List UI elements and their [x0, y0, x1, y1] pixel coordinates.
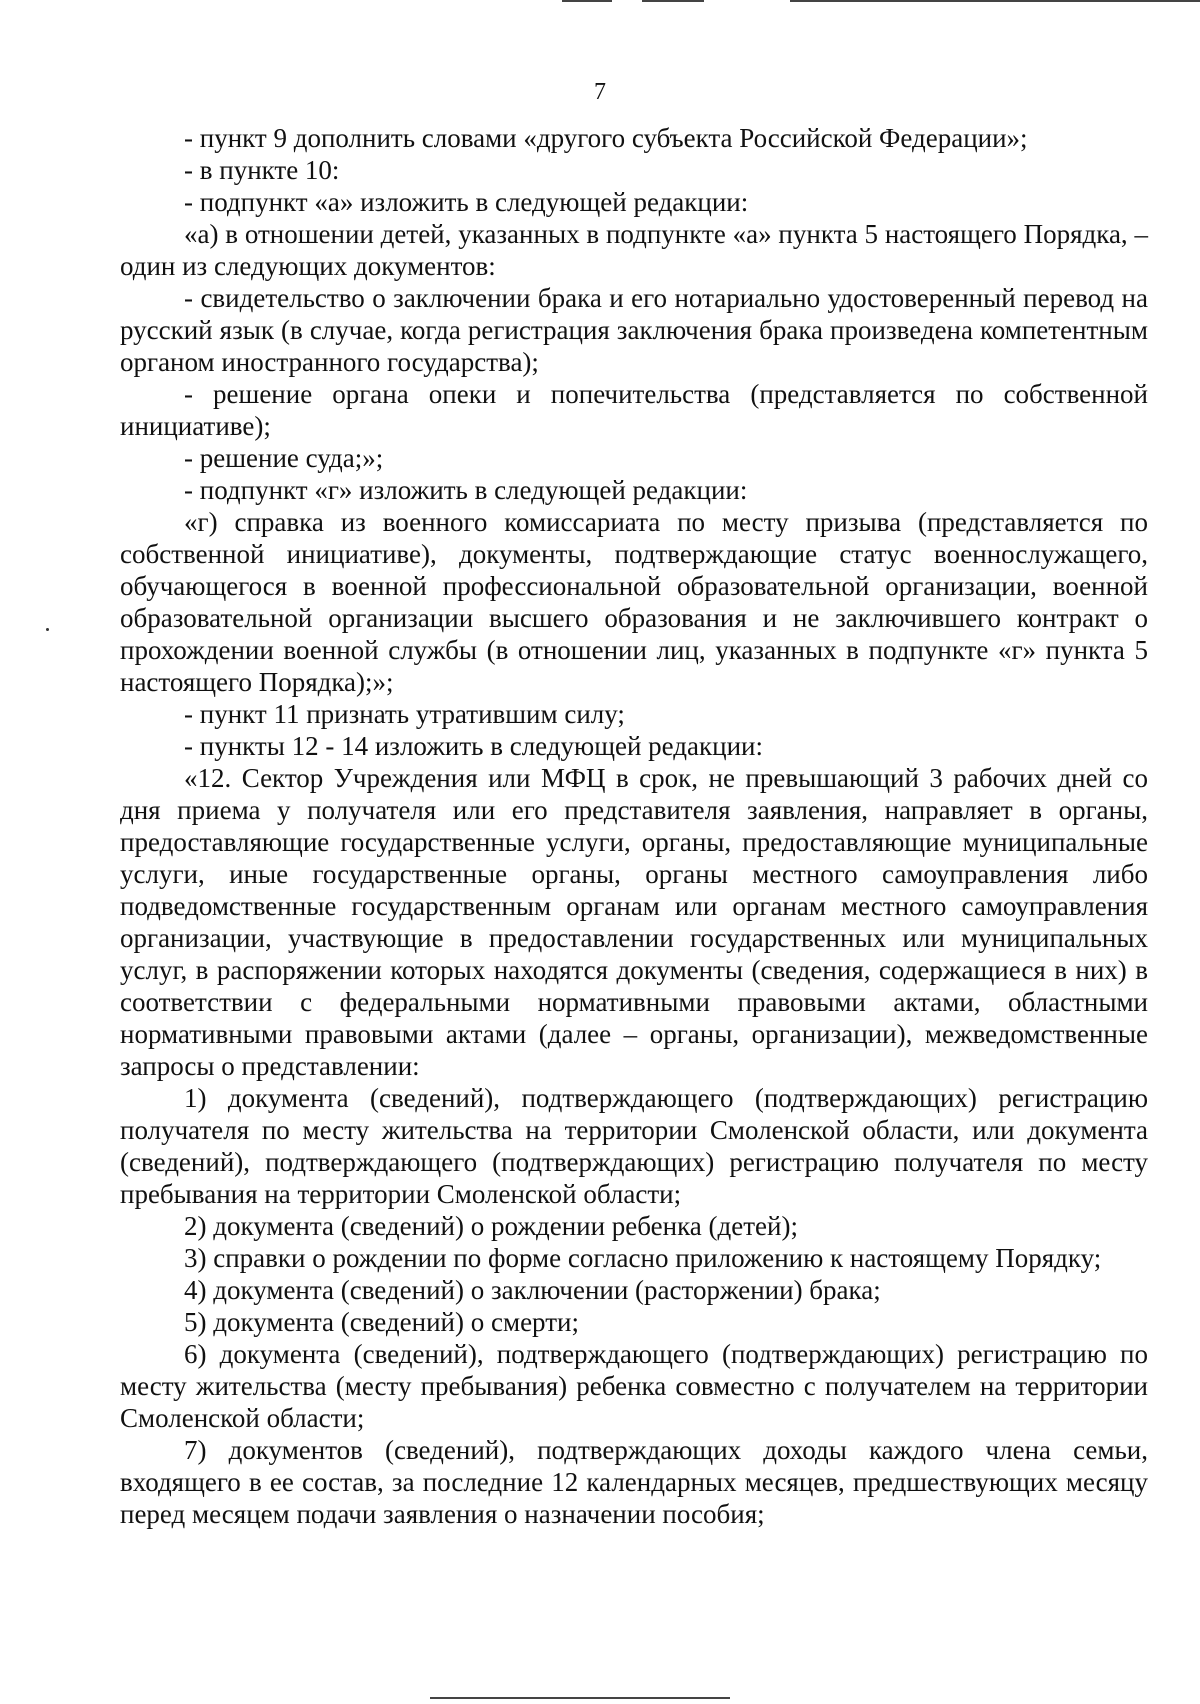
scan-edge-top-mid	[642, 0, 704, 2]
paragraph: - свидетельство о заключении брака и его нотариально удостоверенный перевод на русский язык (в случае, когда регистрация заключения брака произведена компетентным органом иностранного государства);	[120, 283, 1148, 377]
paragraph: - пункты 12 - 14 изложить в следующей редакции:	[184, 731, 763, 761]
paragraph: 7) документов (сведений), подтверждающих доходы каждого члена семьи, входящего в ее состав, за последние 12 календарных месяцев, предшествующих месяцу перед месяцем подачи заявления о назначении пособия;	[120, 1435, 1148, 1529]
paragraph: - подпункт «а» изложить в следующей редакции:	[184, 187, 749, 217]
scan-speck	[46, 628, 49, 631]
scan-edge-bottom	[430, 1697, 730, 1699]
paragraph: «г) справка из военного комиссариата по месту призыва (представляется по собственной инициативе), документы, подтверждающие статус военнослужащего, обучающегося в военной профессиональной образовательной организации, военной образовательной организации высшего образования и не заключившего контракт о прохождении военной службы (в отношении лиц, указанных в подпункте «г» пункта 5 настоящего Порядка);»;	[120, 507, 1148, 697]
scan-edge-top-left	[562, 0, 612, 2]
paragraph: - пункт 9 дополнить словами «другого субъекта Российской Федерации»;	[184, 123, 1028, 153]
paragraph: «12. Сектор Учреждения или МФЦ в срок, не превышающий 3 рабочих дней со дня приема у получателя или его представителя заявления, направляет в органы, предоставляющие государственные услуги, органы, предоставляющие муниципальные услуги, иные государственные органы, органы местного самоуправления либо подведомственные государственным органам или органам местного самоуправления организации, участвующие в предоставлении государственных или муниципальных услуг, в распоряжении которых находятся документы (сведения, содержащиеся в них) в соответствии с федеральными нормативными правовыми актами, областными нормативными правовыми актами (далее – органы, организации), межведомственные запросы о представлении:	[120, 763, 1148, 1081]
paragraph: - пункт 11 признать утратившим силу;	[184, 699, 625, 729]
paragraph: - решение суда;»;	[184, 443, 384, 473]
page-number: 7	[594, 79, 606, 105]
document-body	[120, 122, 1148, 1530]
paragraph: 3) справки о рождении по форме согласно приложению к настоящему Порядку;	[184, 1243, 1102, 1273]
paragraph: 5) документа (сведений) о смерти;	[184, 1307, 579, 1337]
paragraph: «а) в отношении детей, указанных в подпункте «а» пункта 5 настоящего Порядка, – один из следующих документов:	[120, 219, 1148, 281]
paragraph: 1) документа (сведений), подтверждающего (подтверждающих) регистрацию получателя по месту жительства на территории Смоленской области, или документа (сведений), подтверждающего (подтверждающих) регистрацию получателя по месту пребывания на территории Смоленской области;	[120, 1083, 1148, 1209]
paragraph: 2) документа (сведений) о рождении ребенка (детей);	[184, 1211, 798, 1241]
paragraph: - в пункте 10:	[184, 155, 340, 185]
paragraph: 4) документа (сведений) о заключении (расторжении) брака;	[184, 1275, 881, 1305]
paragraph: - решение органа опеки и попечительства (представляется по собственной инициативе);	[120, 379, 1148, 441]
paragraph: 6) документа (сведений), подтверждающего (подтверждающих) регистрацию по месту жительства (месту пребывания) ребенка совместно с получателем на территории Смоленской области;	[120, 1339, 1148, 1433]
paragraph: - подпункт «г» изложить в следующей редакции:	[184, 475, 748, 505]
scan-edge-top-right	[790, 0, 1200, 2]
